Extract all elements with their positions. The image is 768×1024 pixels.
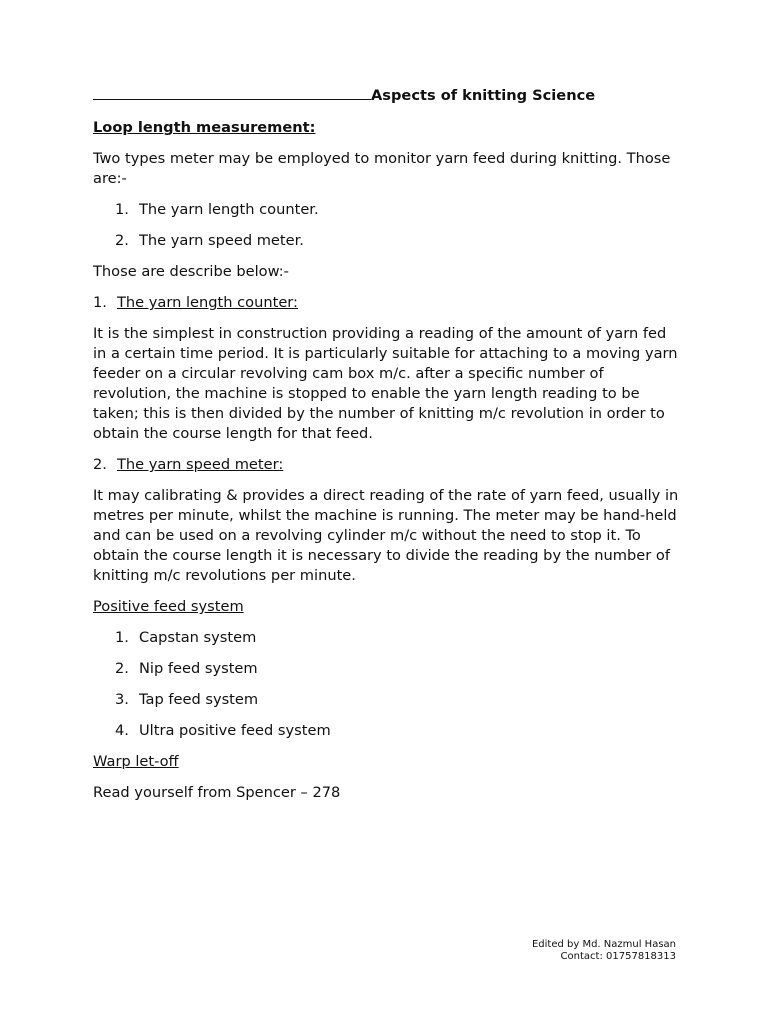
warp-let-off-text: Read yourself from Spencer – 278 bbox=[93, 784, 341, 801]
yarn-speed-meter-heading bbox=[93, 455, 683, 475]
section-heading: Loop length measurement: bbox=[93, 119, 316, 136]
meter-types-list bbox=[93, 200, 683, 251]
document-page bbox=[93, 86, 683, 814]
list-item bbox=[115, 628, 683, 648]
positive-feed-heading: Positive feed system bbox=[93, 598, 244, 615]
positive-feed-list bbox=[93, 628, 683, 741]
section-number: 2. bbox=[93, 456, 107, 473]
describe-text: Those are describe below:- bbox=[93, 263, 289, 280]
list-item-text: The yarn length counter. bbox=[139, 201, 319, 218]
title-underline-rule bbox=[93, 86, 371, 100]
yarn-length-counter-body: It is the simplest in construction providing a reading of the amount of yarn fed in a certain time period. It is particularly suitable for attaching to a moving yarn feeder on a circular revolving cam box m/c. after a specific number of revolution, the machine is stopped to enable the yarn length reading to be taken; this is then divided by the number of knitting m/c revolution in order to obtain the course length for that feed. bbox=[93, 325, 678, 442]
footer-editor: Edited by Md. Nazmul Hasan bbox=[531, 939, 676, 950]
list-item-text: Tap feed system bbox=[139, 691, 259, 708]
intro-paragraph: Two types meter may be employed to monitor yarn feed during knitting. Those are:- bbox=[93, 150, 671, 187]
title-line bbox=[93, 86, 683, 106]
list-item-text: Capstan system bbox=[139, 629, 257, 646]
section-number: 1. bbox=[93, 294, 107, 311]
list-item bbox=[115, 690, 683, 710]
yarn-length-counter-heading bbox=[93, 293, 683, 313]
list-item bbox=[115, 721, 683, 741]
yarn-speed-meter-body: It may calibrating & provides a direct reading of the rate of yarn feed, usually in metres per minute, whilst the machine is running. The meter may be hand-held and can be used on a revolving cylinder m/c without the need to stop it. To obtain the course length it is necessary to divide the reading by the number of knitting m/c revolutions per minute. bbox=[93, 487, 679, 584]
list-item-number: 2. bbox=[115, 232, 129, 249]
list-item-text: The yarn speed meter. bbox=[139, 232, 304, 249]
list-item-number: 2. bbox=[115, 660, 129, 677]
list-item-number: 1. bbox=[115, 629, 129, 646]
section-title: The yarn speed meter: bbox=[117, 456, 284, 473]
warp-let-off-heading: Warp let-off bbox=[93, 753, 179, 770]
list-item bbox=[115, 200, 683, 220]
page-footer bbox=[532, 939, 676, 963]
list-item-text: Ultra positive feed system bbox=[139, 722, 331, 739]
document-title: Aspects of knitting Science bbox=[371, 87, 596, 104]
list-item-number: 1. bbox=[115, 201, 129, 218]
list-item-text: Nip feed system bbox=[139, 660, 258, 677]
list-item-number: 4. bbox=[115, 722, 129, 739]
footer-contact: Contact: 01757818313 bbox=[560, 951, 676, 962]
list-item bbox=[115, 659, 683, 679]
list-item bbox=[115, 231, 683, 251]
section-title: The yarn length counter: bbox=[117, 294, 298, 311]
list-item-number: 3. bbox=[115, 691, 129, 708]
